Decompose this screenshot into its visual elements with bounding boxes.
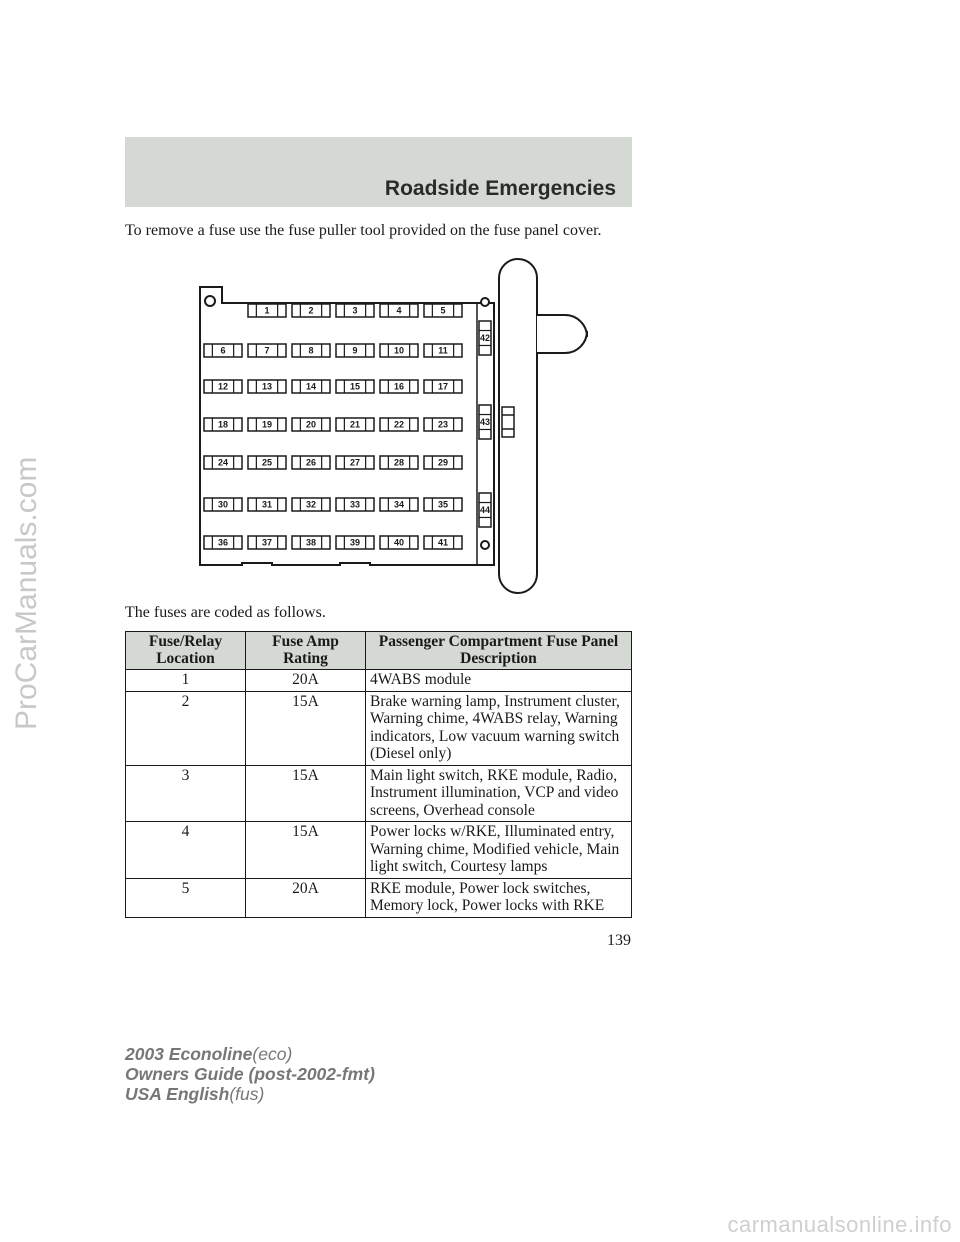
fuse-slot-9 <box>336 344 374 357</box>
fuse-slot-26 <box>292 456 330 469</box>
fuse-slot-23 <box>424 418 462 431</box>
document-footer <box>125 1044 375 1104</box>
fuse-slot-21 <box>336 418 374 431</box>
fuse-number-label: 42 <box>479 333 491 344</box>
fuse-slot-27 <box>336 456 374 469</box>
fuse-slot-44 <box>479 493 491 527</box>
fuse-number-label: 2 <box>308 305 314 316</box>
fuse-location: 3 <box>126 765 246 822</box>
fuse-number-label: 5 <box>440 305 446 316</box>
section-header-band <box>125 137 632 207</box>
footer-guide: Owners Guide (post-2002-fmt) <box>125 1064 375 1084</box>
fuse-number-label: 30 <box>217 499 229 510</box>
fuse-number-label: 26 <box>305 457 317 468</box>
fuse-number-label: 35 <box>437 499 449 510</box>
fuse-description: Brake warning lamp, Instrument cluster, Warning chime, 4WABS relay, Warning indicators, Low vacuum warning switch (Diesel only) <box>366 691 632 765</box>
fuse-slot-34 <box>380 498 418 511</box>
mount-hole-top-left <box>205 296 215 306</box>
mount-hole-top-right <box>481 298 489 306</box>
table-header-row <box>126 632 632 670</box>
fuse-slot-19 <box>248 418 286 431</box>
section-title: Roadside Emergencies <box>384 177 616 200</box>
fuse-rating: 20A <box>246 670 366 692</box>
fuse-slot-36 <box>204 536 242 549</box>
fuse-number-label: 28 <box>393 457 405 468</box>
fuse-slot-43 <box>479 405 491 439</box>
fuse-number-label: 33 <box>349 499 361 510</box>
fuse-number-label: 41 <box>437 537 449 548</box>
table-row <box>126 822 632 879</box>
fuse-slot-16 <box>380 380 418 393</box>
fuse-location: 5 <box>126 878 246 917</box>
fuse-number-label: 32 <box>305 499 317 510</box>
fuse-slot-2 <box>292 304 330 317</box>
fuse-number-label: 18 <box>217 419 229 430</box>
column-header-description: Passenger Compartment Fuse Panel Description <box>366 632 632 670</box>
table-row <box>126 670 632 692</box>
fuse-description: RKE module, Power lock switches, Memory lock, Power locks with RKE <box>366 878 632 917</box>
fuse-slot-18 <box>204 418 242 431</box>
fuse-number-label: 39 <box>349 537 361 548</box>
bottom-watermark: carmanualsonline.info <box>727 1212 952 1237</box>
fuse-number-label: 14 <box>305 381 317 392</box>
fuse-slot-30 <box>204 498 242 511</box>
fuse-slot-38 <box>292 536 330 549</box>
table-row <box>126 765 632 822</box>
column-header-location: Fuse/Relay Location <box>126 632 246 670</box>
fuse-slot-31 <box>248 498 286 511</box>
fuse-number-label: 3 <box>352 305 358 316</box>
fuse-number-label: 7 <box>264 345 270 356</box>
fuse-number-label: 17 <box>437 381 449 392</box>
fuse-slot-28 <box>380 456 418 469</box>
fuse-number-label: 31 <box>261 499 273 510</box>
fuse-number-label: 4 <box>396 305 402 316</box>
fuse-number-label: 21 <box>349 419 361 430</box>
fuse-number-label: 24 <box>217 457 229 468</box>
footer-model: 2003 Econoline <box>125 1044 253 1064</box>
fuse-rating: 15A <box>246 822 366 879</box>
fuse-number-label: 10 <box>393 345 405 356</box>
table-row <box>126 878 632 917</box>
fuse-panel-tab <box>537 315 587 353</box>
fuse-slot-11 <box>424 344 462 357</box>
fuse-number-label: 11 <box>438 345 448 356</box>
fuse-number-label: 38 <box>305 537 317 548</box>
mount-hole-bottom-right <box>481 541 489 549</box>
fuse-slot-10 <box>380 344 418 357</box>
fuse-slot-32 <box>292 498 330 511</box>
footer-language: USA English <box>125 1084 230 1104</box>
fuse-slot-13 <box>248 380 286 393</box>
fuse-number-label: 20 <box>305 419 317 430</box>
fuse-description: Power locks w/RKE, Illuminated entry, Warning chime, Modified vehicle, Main light switch, Courtesy lamps <box>366 822 632 879</box>
fuse-slot-35 <box>424 498 462 511</box>
fuse-slot-33 <box>336 498 374 511</box>
fuse-slot-6 <box>204 344 242 357</box>
fuse-slot-8 <box>292 344 330 357</box>
fuse-slot-14 <box>292 380 330 393</box>
fuse-number-label: 40 <box>393 537 405 548</box>
table-caption: The fuses are coded as follows. <box>125 604 326 621</box>
fuse-number-label: 36 <box>217 537 229 548</box>
fuse-number-label: 8 <box>308 345 314 356</box>
fuse-slot-25 <box>248 456 286 469</box>
fuse-slot-12 <box>204 380 242 393</box>
fuse-slot-3 <box>336 304 374 317</box>
fuse-description: 4WABS module <box>366 670 632 692</box>
fuse-slot-1 <box>248 304 286 317</box>
fuse-slot-20 <box>292 418 330 431</box>
fuse-slot-22 <box>380 418 418 431</box>
fuse-number-label: 12 <box>217 381 229 392</box>
fuse-number-label: 1 <box>264 305 270 316</box>
fuse-number-label: 37 <box>261 537 273 548</box>
side-watermark: ProCarManuals.com <box>10 456 43 730</box>
fuse-location: 1 <box>126 670 246 692</box>
fuse-number-label: 29 <box>437 457 449 468</box>
fuse-slot-40 <box>380 536 418 549</box>
fuse-number-label: 27 <box>349 457 361 468</box>
fuse-location: 4 <box>126 822 246 879</box>
footer-language-code: (fus) <box>229 1084 265 1104</box>
fuse-slot-39 <box>336 536 374 549</box>
fuse-panel-diagram <box>195 255 595 595</box>
footer-model-code: (eco) <box>252 1044 293 1064</box>
fuse-number-label: 23 <box>437 419 449 430</box>
fuse-number-label: 34 <box>393 499 405 510</box>
fuse-slot-7 <box>248 344 286 357</box>
fuse-rating: 15A <box>246 691 366 765</box>
column-header-rating: Fuse Amp Rating <box>246 632 366 670</box>
table-row <box>126 691 632 765</box>
fuse-number-label: 43 <box>479 417 491 428</box>
fuse-number-label: 6 <box>220 345 226 356</box>
fuse-number-label: 22 <box>393 419 405 430</box>
intro-text: To remove a fuse use the fuse puller tool provided on the fuse panel cover. <box>125 222 602 239</box>
fuse-number-label: 9 <box>352 345 358 356</box>
page-number: 139 <box>607 932 631 949</box>
fuse-number-label: 19 <box>261 419 273 430</box>
fuse-number-label: 44 <box>479 505 491 516</box>
fuse-number-label: 13 <box>261 381 273 392</box>
fuse-slot-5 <box>424 304 462 317</box>
fuse-slot-41 <box>424 536 462 549</box>
fuse-slot-29 <box>424 456 462 469</box>
fuse-slot-4 <box>380 304 418 317</box>
fuse-location: 2 <box>126 691 246 765</box>
fuse-number-label: 15 <box>349 381 361 392</box>
fuse-slot-42 <box>479 321 491 355</box>
fuse-number-label: 16 <box>393 381 405 392</box>
fuse-slot-37 <box>248 536 286 549</box>
fuse-slot-15 <box>336 380 374 393</box>
fuse-rating: 15A <box>246 765 366 822</box>
fuse-slot-17 <box>424 380 462 393</box>
fuse-number-label: 25 <box>261 457 273 468</box>
fuse-slot-24 <box>204 456 242 469</box>
fuse-table <box>125 631 632 918</box>
fuse-description: Main light switch, RKE module, Radio, Instrument illumination, VCP and video screens, Overhead console <box>366 765 632 822</box>
fuse-rating: 20A <box>246 878 366 917</box>
